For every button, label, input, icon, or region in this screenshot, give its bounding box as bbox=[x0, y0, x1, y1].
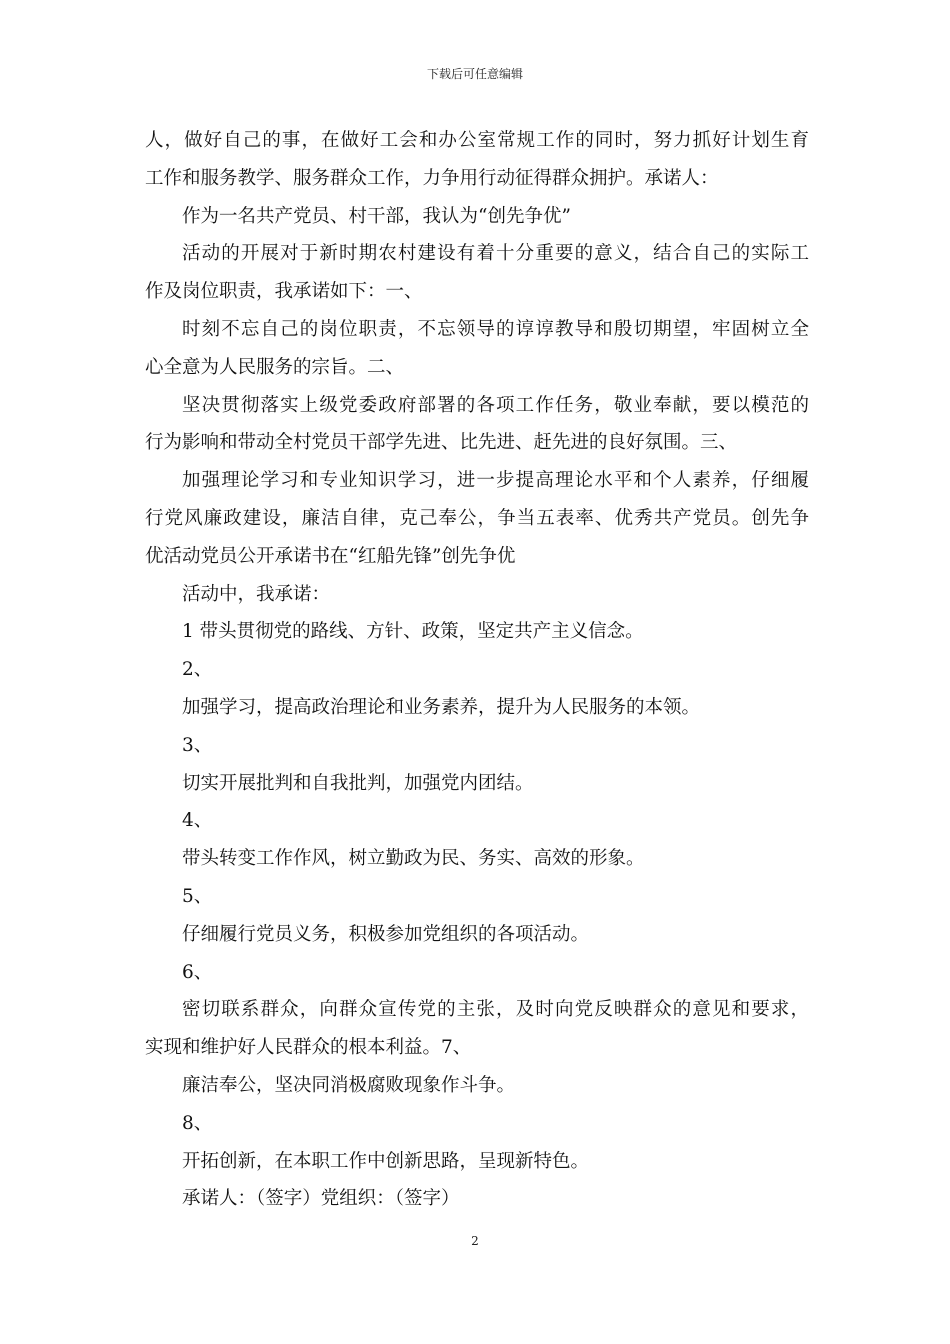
text-line: 活动的开展对于新时期农村建设有着十分重要的意义，结合自己的实际工 bbox=[182, 243, 809, 265]
text-line: 活动中，我承诺： bbox=[182, 583, 331, 605]
text-line: 5、 bbox=[182, 885, 213, 907]
text-line: 行党风廉政建设，廉洁自律，克己奉公，争当五表率、优秀共产党员。创先争 bbox=[145, 507, 809, 529]
signature-line: 承诺人：（签字）党组织：（签字） bbox=[182, 1188, 460, 1210]
text-line: 实现和维护好人民群众的根本利益。7、 bbox=[145, 1037, 472, 1059]
text-line: 1 带头贯彻党的路线、方针、政策，坚定共产主义信念。 bbox=[182, 621, 644, 643]
text-line: 仔细履行党员义务，积极参加党组织的各项活动。 bbox=[182, 923, 590, 945]
text-line: 作及岗位职责，我承诺如下：一、 bbox=[145, 281, 423, 303]
text-line: 带头转变工作作风，树立勤政为民、务实、高效的形象。 bbox=[182, 848, 645, 870]
page-header: 下载后可任意编辑 bbox=[426, 67, 523, 81]
text-line: 时刻不忘自己的岗位职责，不忘领导的谆谆教导和殷切期望，牢固树立全 bbox=[182, 318, 809, 340]
text-line: 人，做好自己的事，在做好工会和办公室常规工作的同时，努力抓好计划生育 bbox=[145, 130, 809, 151]
text-line: 4、 bbox=[182, 810, 213, 832]
text-line: 行为影响和带动全村党员干部学先进、比先进、赶先进的良好氛围。三、 bbox=[145, 432, 738, 454]
text-line: 优活动党员公开承诺书在“红船先锋”创先争优 bbox=[145, 545, 516, 567]
text-line: 开拓创新，在本职工作中创新思路，呈现新特色。 bbox=[182, 1150, 590, 1172]
text-line: 8、 bbox=[182, 1112, 213, 1134]
text-line: 廉洁奉公，坚决同消极腐败现象作斗争。 bbox=[182, 1074, 516, 1096]
text-line: 2、 bbox=[182, 659, 213, 681]
text-line: 加强理论学习和专业知识学习，进一步提高理论水平和个人素养，仔细履 bbox=[182, 470, 809, 492]
text-line: 6、 bbox=[182, 961, 213, 983]
text-line: 坚决贯彻落实上级党委政府部署的各项工作任务，敬业奉献，要以模范的 bbox=[182, 394, 809, 416]
text-line: 3、 bbox=[182, 734, 213, 756]
text-line: 工作和服务教学、服务群众工作，力争用行动征得群众拥护。承诺人： bbox=[145, 167, 719, 189]
text-line: 密切联系群众，向群众宣传党的主张，及时向党反映群众的意见和要求， bbox=[182, 999, 809, 1021]
text-line: 切实开展批判和自我批判，加强党内团结。 bbox=[182, 772, 534, 794]
text-line: 加强学习，提高政治理论和业务素养，提升为人民服务的本领。 bbox=[182, 696, 701, 718]
page-number: 2 bbox=[471, 1234, 479, 1248]
text-line: 作为一名共产党员、村干部，我认为“创先争优” bbox=[182, 205, 571, 227]
text-line: 心全意为人民服务的宗旨。二、 bbox=[145, 356, 405, 378]
document-body bbox=[145, 122, 809, 1218]
